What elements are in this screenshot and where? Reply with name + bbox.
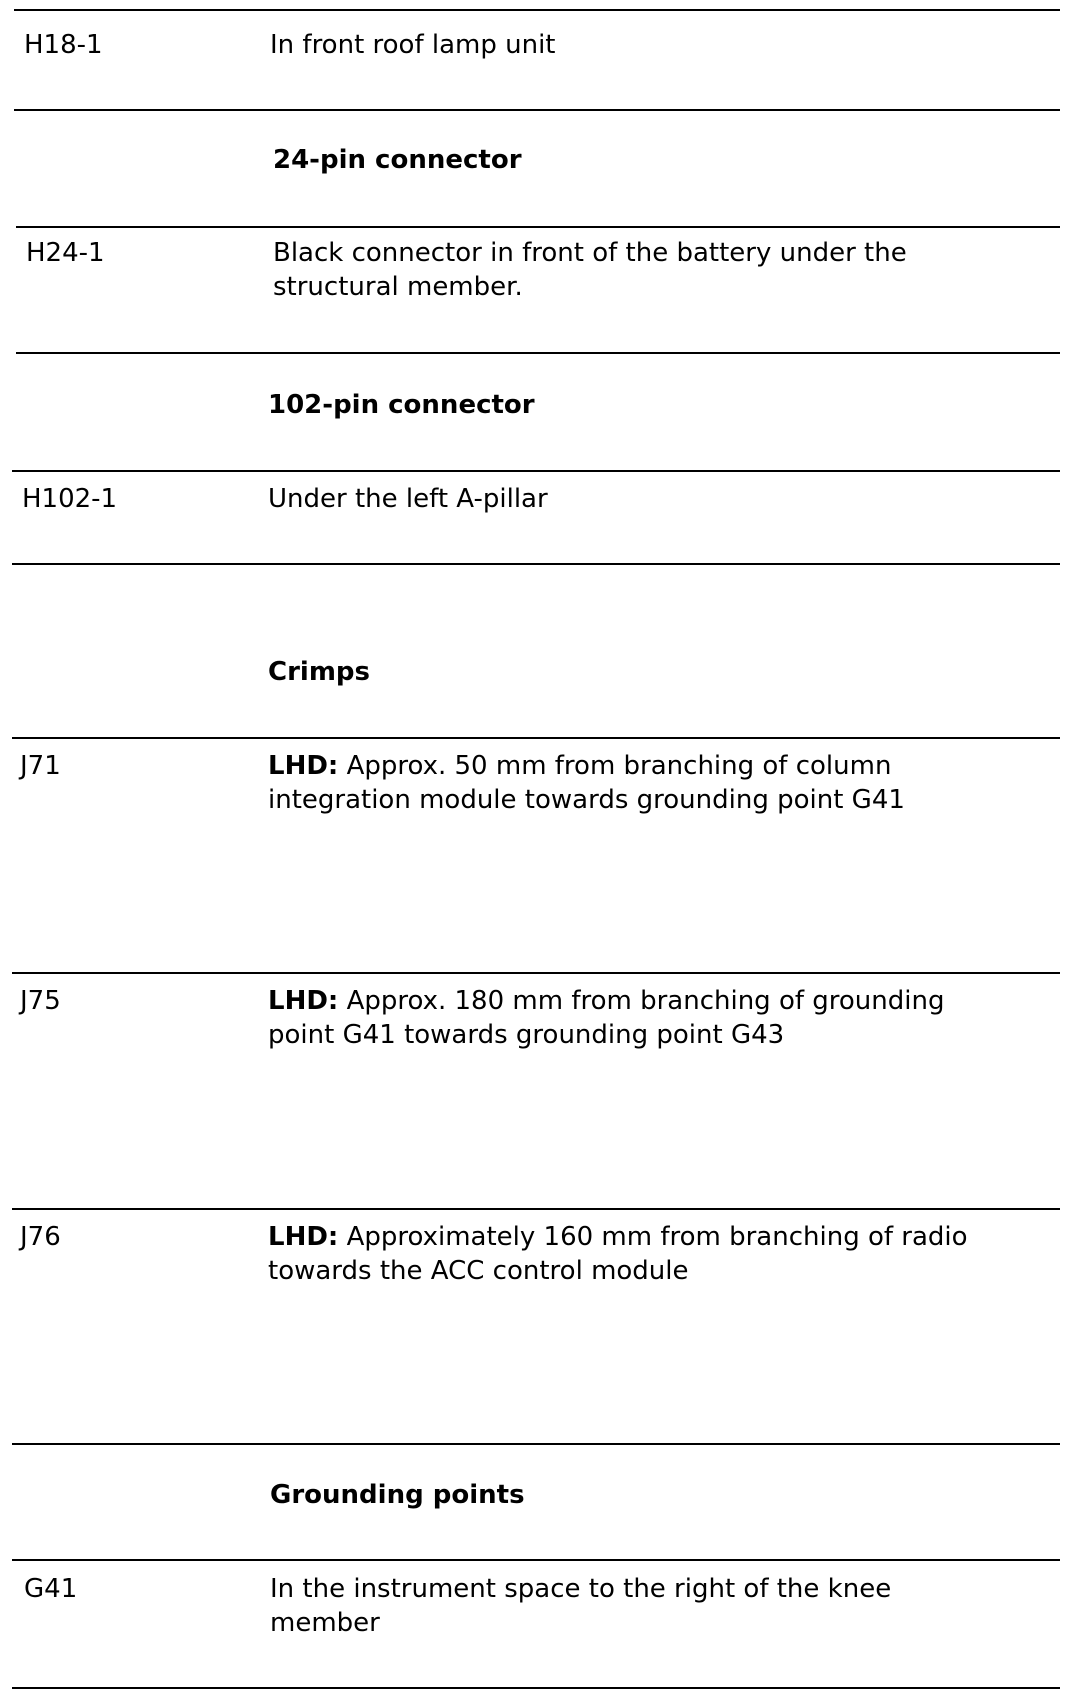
section-heading: 24-pin connector: [273, 145, 522, 175]
row-description: [268, 749, 891, 783]
lhd-prefix: LHD:: [268, 986, 339, 1016]
row-code: H24-1: [26, 238, 105, 268]
table-rule: [12, 1208, 1060, 1210]
row-code: H102-1: [22, 484, 118, 514]
table-rule: [14, 109, 1060, 111]
row-description: integration module towards grounding point G41: [268, 785, 905, 815]
row-description: structural member.: [273, 272, 523, 302]
row-code: J75: [20, 986, 61, 1016]
table-rule: [16, 352, 1060, 354]
row-code: H18-1: [24, 30, 103, 60]
section-heading: Grounding points: [270, 1480, 525, 1510]
row-description: [268, 984, 944, 1018]
table-rule: [12, 563, 1060, 565]
lhd-prefix: LHD:: [268, 1222, 339, 1252]
table-rule: [12, 1443, 1060, 1445]
table-rule: [12, 1559, 1060, 1561]
section-heading: 102-pin connector: [268, 390, 535, 420]
table-rule: [12, 972, 1060, 974]
row-description: In the instrument space to the right of the knee: [270, 1574, 892, 1604]
row-description: Black connector in front of the battery under the: [273, 238, 907, 268]
table-rule: [12, 737, 1060, 739]
table-rule: [16, 226, 1060, 228]
row-description: [268, 1220, 968, 1254]
row-description: Under the left A-pillar: [268, 484, 548, 514]
lhd-prefix: LHD:: [268, 751, 339, 781]
description-text: Approximately 160 mm from branching of radio: [338, 1222, 968, 1252]
description-text: Approx. 180 mm from branching of grounding: [338, 986, 945, 1016]
row-description: member: [270, 1608, 380, 1638]
row-description: towards the ACC control module: [268, 1256, 689, 1286]
row-code: J71: [20, 751, 61, 781]
row-code: G41: [24, 1574, 78, 1604]
section-heading: Crimps: [268, 657, 370, 687]
table-rule: [14, 9, 1060, 11]
description-text: Approx. 50 mm from branching of column: [338, 751, 892, 781]
row-code: J76: [20, 1222, 61, 1252]
table-rule: [12, 1687, 1060, 1689]
row-description: In front roof lamp unit: [270, 30, 556, 60]
table-rule: [12, 470, 1060, 472]
row-description: point G41 towards grounding point G43: [268, 1020, 785, 1050]
